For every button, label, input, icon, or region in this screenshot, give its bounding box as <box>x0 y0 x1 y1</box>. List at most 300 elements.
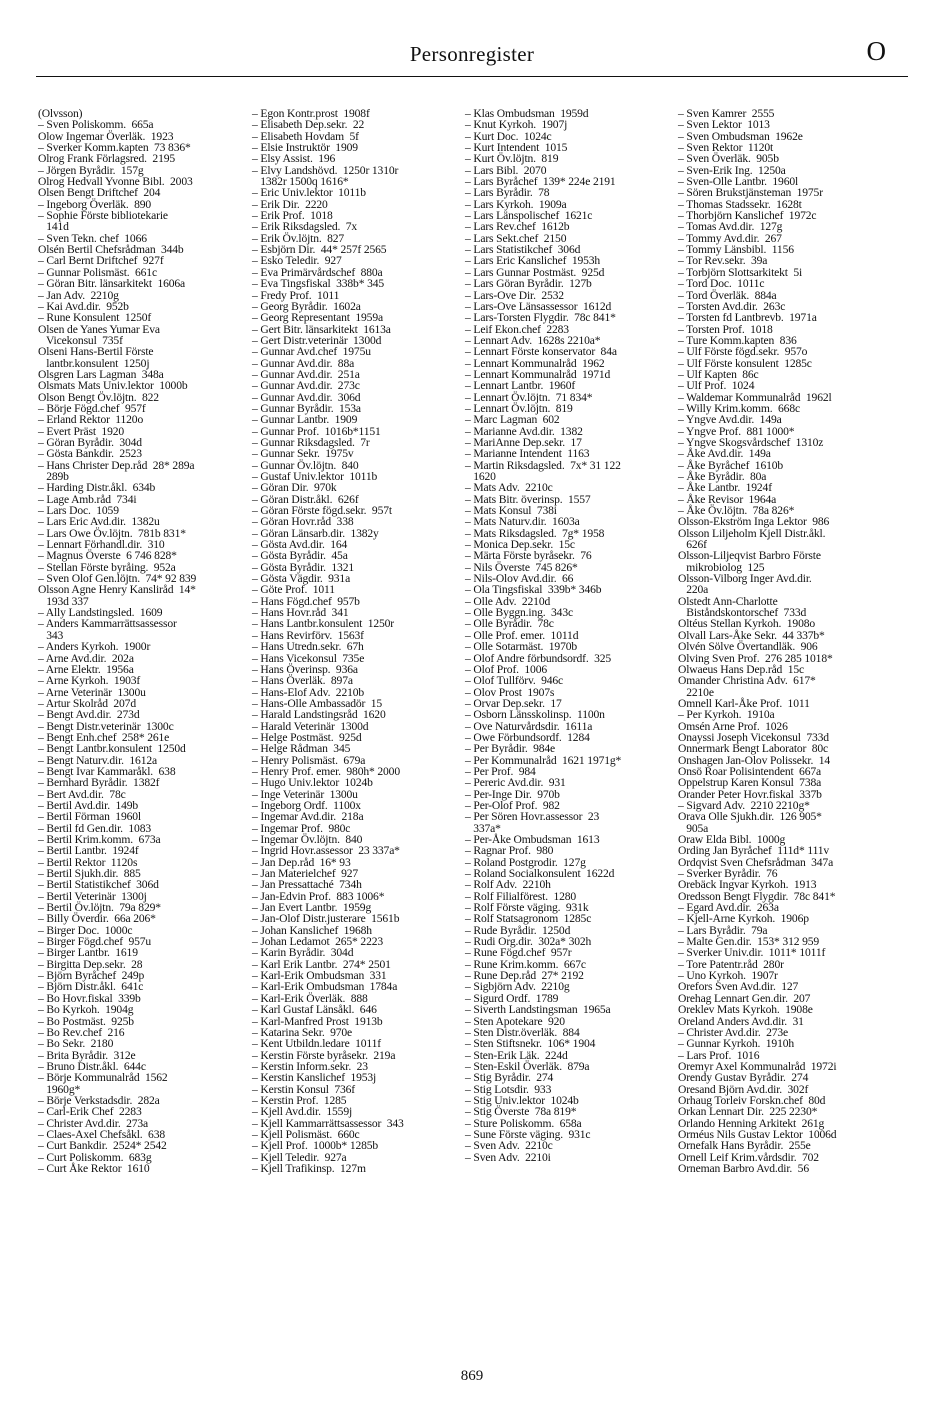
register-entry-line: – Orvar Dep.sekr. 17 <box>465 696 562 710</box>
register-entry-line: – Åke Revisor 1964a <box>678 492 777 506</box>
register-entry-line: – Lennart Öv.löjtn. 819 <box>465 401 573 415</box>
register-entry-line: – Egard Avd.dir. 263a <box>678 901 779 915</box>
register-entry-line: – Olof Prof. 1006 <box>465 662 547 676</box>
register-entry-line: – Ulf Förste konsulent 1285c <box>678 356 812 370</box>
register-entry-line: – Ingeborg Överläk. 890 <box>38 197 152 211</box>
register-entry-line: Olvall Lars-Åke Sekr. 44 337b* <box>678 628 825 642</box>
register-entry-line: – Gösta Bankdir. 2523 <box>38 447 142 461</box>
register-entry-line: – Mats Konsul 738i <box>465 504 557 518</box>
register-entry-line: – Mats Naturv.dir. 1603a <box>465 515 580 529</box>
register-entry-line: Orander Peter Hovr.fiskal 337b <box>678 787 822 801</box>
register-entry-line: – Kurt Doc. 1024c <box>465 129 552 143</box>
register-entry-line: – Karl Erik Lantbr. 274* 2501 <box>252 957 391 971</box>
register-entry-line: – Gösta Byrådir. 45a <box>252 549 348 563</box>
register-entry-line: – Ally Landstingsled. 1609 <box>38 606 163 620</box>
register-entry-line: – Märta Förste byråsekr. 76 <box>465 549 592 563</box>
register-entry-line: – Kerstin Inform.sekr. 23 <box>252 1059 368 1073</box>
register-entry-line: – Lennart Lantbr. 1960f <box>465 379 576 393</box>
register-entry-line: – Ulf Förste fögd.sekr. 957o <box>678 345 808 359</box>
register-entry-line: Orefors Sven Avd.dir. 127 <box>678 980 799 994</box>
register-entry-line: – Roland Postgrodir. 127g <box>465 855 586 869</box>
register-entry-line: – Gösta Byrådir. 1321 <box>252 560 355 574</box>
register-entry-line: – Lars-Ove Länsassessor 1612d <box>465 299 612 313</box>
register-entry-line: 141d <box>38 220 69 234</box>
register-entry-line: – Bo Hovr.fiskal 339b <box>38 991 141 1005</box>
register-entry-line: Olvén Sölve Övertandläk. 906 <box>678 640 818 654</box>
register-entry-line: – Gunnar Avd.chef 1975u <box>252 345 371 359</box>
register-entry-line: Oreland Anders Avd.dir. 31 <box>678 1014 804 1028</box>
register-entry-line: – Ulf Prof. 1024 <box>678 379 755 393</box>
register-entry-line: Orendy Gustav Byrådir. 274 <box>678 1071 809 1085</box>
register-entry-line: – Arne Elektr. 1956a <box>38 662 134 676</box>
register-entry-line: – Sven Poliskomm. 665a <box>38 118 154 132</box>
register-entry-line: – Bertil Rektor 1120s <box>38 855 138 869</box>
register-entry-line: – Erland Rektor 1120o <box>38 413 144 427</box>
register-entry-line: – Lars Kyrkoh. 1909a <box>465 197 567 211</box>
register-entry-line: – Stig Byrådir. 274 <box>465 1071 554 1085</box>
register-entry-line: – Curt Åke Rektor 1610 <box>38 1161 150 1175</box>
register-entry-line: – Gunnar Lantbr. 1909 <box>252 413 358 427</box>
register-entry-line: – Tor Rev.sekr. 39a <box>678 254 768 268</box>
register-entry-line: – Bertil Förman 1960l <box>38 810 141 824</box>
register-entry-line: – Osborn Länsskolinsp. 1100n <box>465 708 605 722</box>
register-entry-line: – Sven Adv. 2210c <box>465 1139 553 1153</box>
register-entry-line: – Martin Riksdagsled. 7x* 31 122 <box>465 458 621 472</box>
register-entry-line: – Göran Förste fögd.sekr. 957t <box>252 504 392 518</box>
register-entry-line: – Roland Socialkonsulent 1622d <box>465 867 615 881</box>
register-entry-line: – Ove Naturvårdsdir. 1611a <box>465 719 593 733</box>
register-entry-line: Omander Christina Adv. 617* <box>678 674 816 688</box>
register-entry-line: – Lars Byrådir. 78 <box>465 186 550 200</box>
register-entry-line: – Mats Bitr. överinsp. 1557 <box>465 492 591 506</box>
section-letter: O <box>866 36 886 66</box>
register-entry-line: – Helge Rådman 345 <box>252 742 351 756</box>
register-entry-line: – Anders Kyrkoh. 1900r <box>38 640 151 654</box>
register-entry-line: – Ulf Kapten 86c <box>678 367 759 381</box>
register-entry-line: – Göran Hovr.råd 338 <box>252 515 354 529</box>
register-entry-line: – Sture Poliskomm. 658a <box>465 1116 582 1130</box>
register-entry-line: – Bertil Krim.komm. 673a <box>38 833 161 846</box>
register-entry-line: – Hans Fögd.chef 957b <box>252 594 360 608</box>
register-entry-line: – Sven Tekn. chef 1066 <box>38 231 147 245</box>
register-entry-line: lantbr.konsulent 1250j <box>38 356 150 370</box>
register-entry-line: – Rune Dep.råd 27* 2192 <box>465 969 584 983</box>
register-entry-line: – Egon Kontr.prost 1908f <box>252 107 370 120</box>
register-entry-line: – Lennart Förste konservator 84a <box>465 345 617 359</box>
register-entry-line: – Bo Sekr. 2180 <box>38 1037 114 1051</box>
register-entry-line: – Jan Dep.råd 16* 93 <box>252 855 351 869</box>
register-entry-line: – Sverker Byrådir. 76 <box>678 867 778 881</box>
register-entry-line: Ornell Leif Krim.vårdsdir. 702 <box>678 1150 819 1164</box>
register-entry-line: – Billy Överdir. 66a 206* <box>38 912 156 926</box>
register-entry-line: – Sven Kamrer 2555 <box>678 107 775 120</box>
register-entry-line: – Stig Lotsdir. 933 <box>465 1082 552 1096</box>
register-entry-line: 289b <box>38 470 69 483</box>
register-entry-line: – Lennart Förhandl.dir. 310 <box>38 538 165 552</box>
register-entry-line: 343 <box>38 628 64 642</box>
register-entry-line: – Bertil Sjukh.dir. 885 <box>38 867 141 881</box>
register-entry-line: – Ola Tingsfiskal 339b* 346b <box>465 583 602 597</box>
register-entry-line: – Elsy Assist. 196 <box>252 152 336 166</box>
register-entry-line: – Bengt Enh.chef 258* 261e <box>38 730 170 744</box>
register-entry-line: – Kurt Öv.löjtn. 819 <box>465 152 559 166</box>
register-entry-line: – Yngve Avd.dir. 149a <box>678 413 782 427</box>
register-entry-line: – Bertil Veterinär 1300j <box>38 889 147 903</box>
register-entry-line: – Harald Landstingsråd 1620 <box>252 708 386 722</box>
register-entry-line: – Ingemar Prof. 980c <box>252 821 351 835</box>
register-entry-line: – Hans Utredn.sekr. 67h <box>252 640 364 654</box>
register-entry-line: – Per Prof. 984 <box>465 764 536 778</box>
register-entry-line: – Hans Överläk. 897a <box>252 674 353 688</box>
register-entry-line: – Eric Univ.lektor 1011b <box>252 186 366 200</box>
register-entry-line: – Jan Pressattaché 734h <box>252 878 362 892</box>
register-entry-line: – Arne Kyrkoh. 1903f <box>38 674 141 688</box>
register-entry-line: – Tomas Avd.dir. 127g <box>678 220 783 234</box>
register-entry-line: – Bo Postmäst. 925b <box>38 1014 134 1028</box>
register-entry-line: – Tord Överläk. 884a <box>678 288 777 302</box>
register-entry-line: – Gösta Avd.dir. 164 <box>252 538 348 552</box>
register-entry-line: – Lars Byråchef 139* 224e 2191 <box>465 175 616 189</box>
register-entry-line: – Owe Förbundsordf. 1284 <box>465 730 590 744</box>
register-entry-line: – Bruno Distr.åkl. 644c <box>38 1059 146 1073</box>
register-entry-line: – Per-Inge Dir. 970b <box>465 787 560 801</box>
register-entry-line: – Carl Bernt Driftchef 927f <box>38 254 164 268</box>
register-entry-line: – Birger Doc. 1000c <box>38 923 133 937</box>
register-entry-line: – Jan-Edvin Prof. 883 1006* <box>252 889 385 903</box>
register-entry-line: – Gösta Vägdir. 931a <box>252 572 351 586</box>
register-entry-line: – Elvy Landshövd. 1250r 1310r <box>252 163 399 177</box>
register-entry-line: – Gunnar Öv.löjtn. 840 <box>252 458 359 472</box>
register-entry-line: Vicekonsul 735f <box>38 333 123 347</box>
register-entry-line: – Sigurd Ordf. 1789 <box>465 991 559 1005</box>
register-entry-line: – Björn Distr.åkl. 641c <box>38 980 144 994</box>
register-entry-line: – Olle Byrådir. 78c <box>465 617 554 631</box>
register-entry-line: – Henry Prof. emer. 980h* 2000 <box>252 764 400 778</box>
page-number: 869 <box>460 1368 484 1384</box>
register-entry-line: – Kjell Avd.dir. 1559j <box>252 1105 353 1119</box>
register-entry-line: – Bertil Öv.löjtn. 79a 829* <box>38 901 161 915</box>
register-entry-line: Olsmats Mats Univ.lektor 1000b <box>38 379 188 393</box>
register-column-2 <box>252 108 404 1174</box>
register-entry-line: – Uno Kyrkoh. 1907r <box>678 969 778 983</box>
register-entry-line: 1620 <box>465 470 496 483</box>
register-entry-line: – Sten Distr.överläk. 884 <box>465 1025 580 1039</box>
register-entry-line: Oppelstrup Karen Konsul 738a <box>678 776 822 790</box>
register-entry-line: – Rolf Adv. 2210h <box>465 878 551 892</box>
register-entry-line: – Ingemar Avd.dir. 218a <box>252 810 364 824</box>
register-entry-line: – Per-Olof Prof. 982 <box>465 798 560 812</box>
register-entry-line: mikrobiolog 125 <box>678 560 765 574</box>
register-entry-line: – Torsten Avd.dir. 263c <box>678 299 786 313</box>
register-entry-line: – Birger Fögd.chef 957u <box>38 935 152 949</box>
register-entry-line: – Kai Avd.dir. 952b <box>38 299 129 313</box>
register-entry-line: – Harald Veterinär 1300d <box>252 719 369 733</box>
register-entry-line: Orméus Nils Gustav Lektor 1006d <box>678 1127 837 1141</box>
register-entry-line: – Gunnar Avd.dir. 273c <box>252 379 360 393</box>
register-entry-line: – Carl-Erik Chef 2283 <box>38 1105 142 1119</box>
register-entry-line: – Lage Amb.råd 734i <box>38 492 137 506</box>
register-entry-line: Orhaug Torleiv Forskn.chef 80d <box>678 1093 826 1107</box>
register-entry-line: Onnermark Bengt Laborator 80c <box>678 742 829 756</box>
register-entry-line: – Göran Dir. 970k <box>252 481 337 495</box>
register-entry-line: – Lennart Adv. 1628s 2210a* <box>465 333 601 347</box>
register-entry-line: – Knut Kyrkoh. 1907j <box>465 118 568 132</box>
register-entry-line: Onshagen Jan-Olov Polissekr. 14 <box>678 753 831 767</box>
register-entry-line: – Gunnar Avd.dir. 251a <box>252 367 360 381</box>
register-entry-line: – Leif Ekon.chef 2283 <box>465 322 569 336</box>
register-entry-line: – Jan Adv. 2210g <box>38 288 119 302</box>
register-entry-line: – Sören Brukstjänsteman 1975r <box>678 186 823 200</box>
register-entry-line: – Sven Överläk. 905b <box>678 152 779 166</box>
register-entry-line: – Ture Komm.kapten 836 <box>678 333 797 347</box>
register-entry-line: – Esbjörn Dir. 44* 257f 2565 <box>252 243 387 257</box>
register-entry-line: – Bernhard Byrådir. 1382f <box>38 776 160 790</box>
register-entry-line: – Lars Länspolischef 1621c <box>465 209 593 223</box>
register-entry-line: – Sverker Univ.dir. 1011* 1011f <box>678 946 826 960</box>
register-entry-line: – Gert Distr.veterinär 1300d <box>252 333 382 347</box>
register-entry-line: – Per Kyrkoh. 1910a <box>678 708 775 722</box>
register-entry-line: – Gustaf Univ.lektor 1011b <box>252 470 378 483</box>
register-entry-line: Oreklev Mats Kyrkoh. 1908e <box>678 1003 813 1017</box>
register-entry-line: – Yngve Prof. 881 1000* <box>678 424 795 438</box>
register-entry-line: – Kjell Teledir. 927a <box>252 1150 347 1164</box>
register-entry-line: – Gunnar Polismäst. 661c <box>38 265 157 279</box>
register-entry-line: Oremyr Axel Kommunalråd 1972i <box>678 1059 837 1073</box>
register-entry-line: – Lars Prof. 1016 <box>678 1048 760 1062</box>
register-entry-line: Olsgren Lars Lagman 348a <box>38 367 164 381</box>
register-entry-line: – Rune Fögd.chef 957r <box>465 946 572 960</box>
register-entry-line: – Torbjörn Slottsarkitekt 5i <box>678 265 803 279</box>
register-entry-line: – Göran Distr.åkl. 626f <box>252 492 359 506</box>
register-entry-line: – Börje Fögd.chef 957f <box>38 401 146 415</box>
register-entry-line: Omnell Karl-Åke Prof. 1011 <box>678 696 810 710</box>
register-entry-line: – Bo Kyrkoh. 1904g <box>38 1003 134 1017</box>
register-entry-line: – Jörgen Byrådir. 157g <box>38 163 144 177</box>
register-entry-line: – Hans Överinsp. 936a <box>252 662 358 676</box>
register-entry-line: – Kjell Prof. 1000b* 1285b <box>252 1139 379 1153</box>
register-entry-line: – Klas Ombudsman 1959d <box>465 107 589 120</box>
register-entry-line: – Nils-Olov Avd.dir. 66 <box>465 572 574 586</box>
register-entry-line: – Torsten fd Lantbrevb. 1971a <box>678 311 817 325</box>
register-entry-line: – Åke Byråchef 1610b <box>678 458 784 472</box>
register-entry-line: – Sven Ombudsman 1962e <box>678 129 803 143</box>
register-entry-line: – Eva Tingsfiskal 338b* 345 <box>252 277 385 291</box>
register-entry-line: – Erik Prof. 1018 <box>252 209 333 223</box>
register-entry-line: – Bengt Avd.dir. 273d <box>38 708 140 722</box>
register-entry-line: – Sten-Eskil Överläk. 879a <box>465 1059 590 1073</box>
register-entry-line: – Georg Representant 1959a <box>252 311 383 325</box>
register-entry-line: – Rolf Filialförest. 1280 <box>465 889 577 903</box>
register-entry-line: – Åke Lantbr. 1924f <box>678 481 772 495</box>
register-entry-line: 220a <box>678 583 709 597</box>
register-entry-line: – Elisabeth Hovdam 5f <box>252 129 359 143</box>
register-entry-line: – Ingeborg Ordf. 1100x <box>252 798 361 812</box>
register-entry-line: – Lars Eric Kanslichef 1953h <box>465 254 601 268</box>
register-entry-line: – Malte Gen.dir. 153* 312 959 <box>678 935 820 949</box>
register-entry-line: Ordqvist Sven Chefsrådman 347a <box>678 855 834 869</box>
register-entry-line: Biståndskontorschef 733d <box>678 606 807 620</box>
register-entry-line: – Karl-Erik Överläk. 888 <box>252 991 368 1005</box>
register-entry-line: – Elsie Instruktör 1909 <box>252 141 358 155</box>
register-entry-line: – Olof Andre förbundsordf. 325 <box>465 651 612 665</box>
register-entry-line: – Inge Veterinär 1300u <box>252 787 358 801</box>
register-entry-line: – Curt Poliskomm. 683g <box>38 1150 152 1164</box>
register-entry-line: – Börje Verkstadsdir. 282a <box>38 1093 160 1107</box>
register-entry-line: – Åke Öv.löjtn. 78a 826* <box>678 504 795 518</box>
register-entry-line: – Jan Evert Lantbr. 1959g <box>252 901 372 915</box>
register-entry-line: – Mats Riksdagsled. 7g* 1958 <box>465 526 605 540</box>
register-entry-line: – Gunnar Prof. 1016b*1151 <box>252 424 381 438</box>
register-entry-line: – Hugo Univ.lektor 1024b <box>252 776 373 790</box>
register-entry-line: – Henry Polismäst. 679a <box>252 753 366 767</box>
register-entry-line: – Thorbjörn Kanslichef 1972c <box>678 209 817 223</box>
register-entry-line: – Anders Kammarrättsassessor <box>38 617 177 631</box>
register-entry-line: – Waldemar Kommunalråd 1962l <box>678 390 832 404</box>
register-entry-line: (Olvsson) <box>38 107 83 120</box>
register-entry-line: – Sophie Förste bibliotekarie <box>38 209 168 223</box>
register-entry-line: – Gunnar Avd.dir. 88a <box>252 356 355 370</box>
register-entry-line: – Göran Bitr. länsarkitekt 1606a <box>38 277 186 291</box>
register-entry-line: – Helge Postmäst. 925d <box>252 730 362 744</box>
register-entry-line: Orlando Henning Arkitekt 261g <box>678 1116 825 1130</box>
register-entry-line: – Lars Statistikchef 306d <box>465 243 581 257</box>
register-entry-line: – Rune Konsulent 1250f <box>38 311 152 325</box>
register-entry-line: – Sune Förste väging. 931c <box>465 1127 591 1141</box>
register-entry-line: – Björn Byråchef 249p <box>38 969 145 983</box>
register-entry-line: – Per-Åke Ombudsman 1613 <box>465 833 600 846</box>
register-entry-line: Orkan Lennart Dir. 225 2230* <box>678 1105 818 1119</box>
register-entry-line: Orehag Lennart Gen.dir. 207 <box>678 991 811 1005</box>
register-entry-line: – Gunnar Riksdagsled. 7r <box>252 435 370 449</box>
register-entry-line: – Lars-Torsten Flygdir. 78c 841* <box>465 311 616 325</box>
register-entry-line: – Bengt Lantbr.konsulent 1250d <box>38 742 186 756</box>
register-entry-line: – Sten Apotekare 920 <box>465 1014 565 1028</box>
register-entry-line: – Hans Christer Dep.råd 28* 289a <box>38 458 195 472</box>
register-entry-line: – Gunnar Sekr. 1975v <box>252 447 354 461</box>
register-entry-line: Olsén Bertil Chefsrådman 344b <box>38 243 184 257</box>
register-entry-line: – Erik Riksdagsled. 7x <box>252 220 358 234</box>
register-entry-line: – Tore Patentr.råd 280r <box>678 957 784 971</box>
register-entry-line: – Hans Hovr.råd 341 <box>252 606 349 620</box>
register-entry-line: – Per Sören Hovr.assessor 23 <box>465 810 600 824</box>
register-column-3 <box>465 108 621 1163</box>
register-entry-line: 193d 337 <box>38 594 89 608</box>
register-entry-line: – Lars Gunnar Postmäst. 925d <box>465 265 605 279</box>
register-entry-line: Orebäck Ingvar Kyrkoh. 1913 <box>678 878 817 892</box>
register-entry-line: 1960g* <box>38 1082 81 1096</box>
register-entry-line: – Kent Utbildn.ledare 1011f <box>252 1037 381 1051</box>
register-entry-line: – Rude Byrådir. 1250d <box>465 923 571 937</box>
register-entry-line: Omsén Arne Prof. 1026 <box>678 719 788 733</box>
register-entry-line: Onsö Roar Polisintendent 667a <box>678 764 821 778</box>
register-entry-line: – Kjell Polismäst. 660c <box>252 1127 360 1141</box>
register-entry-line: Orneman Barbro Avd.dir. 56 <box>678 1161 809 1175</box>
register-entry-line: 905a <box>678 821 709 835</box>
register-entry-line: – Bo Rev.chef 216 <box>38 1025 125 1039</box>
register-entry-line: – Rolf Förste väging. 931k <box>465 901 589 915</box>
register-entry-line: – Birgitta Dep.sekr. 28 <box>38 957 143 971</box>
register-entry-line: – Claes-Axel Chefsåkl. 638 <box>38 1127 165 1141</box>
register-entry-line: Oraw Elda Bibl. 1000g <box>678 833 786 846</box>
register-entry-line: – Gunnar Byrådir. 153a <box>252 401 361 415</box>
register-entry-line: – Sven Olof Gen.löjtn. 74* 92 839 <box>38 572 197 586</box>
register-entry-line: Olsson-Vilborg Inger Avd.dir. <box>678 572 812 586</box>
register-entry-line: Olrog Hedvall Yvonne Bibl. 2003 <box>38 175 193 189</box>
register-entry-line: – Lars Bibl. 2070 <box>465 163 547 177</box>
register-entry-line: – Lars-Ove Dir. 2532 <box>465 288 564 302</box>
register-entry-line: – Georg Byrådir. 1602a <box>252 299 361 313</box>
register-entry-line: – Sven-Erik Ing. 1250a <box>678 163 786 177</box>
register-entry-line: – Lars Owe Öv.löjtn. 781b 831* <box>38 526 186 540</box>
register-entry-line: – Karin Byrådir. 304d <box>252 946 354 960</box>
register-column-4 <box>678 108 836 1174</box>
register-entry-line: – Sven Rektor 1120t <box>678 141 774 155</box>
register-entry-line: – Katarina Sekr. 970e <box>252 1025 353 1039</box>
register-entry-line: – Artur Skolråd 207d <box>38 696 136 710</box>
register-entry-line: – Kerstin Förste byråsekr. 219a <box>252 1048 396 1062</box>
register-entry-line: – Ingemar Öv.löjtn. 840 <box>252 833 363 846</box>
register-entry-line: Olsson Agne Henry Kanslіråd 14* <box>38 583 196 597</box>
register-entry-line: – Marc Lagman 602 <box>465 413 560 427</box>
register-entry-line: – Magnus Överste 6 746 828* <box>38 549 177 563</box>
register-entry-line: – Stellan Förste byråing. 952a <box>38 560 176 574</box>
register-entry-line: – Sten Stiftsnekr. 106* 1904 <box>465 1037 596 1051</box>
register-entry-line: Olstedt Ann-Charlotte <box>678 594 778 608</box>
register-entry-line: – Börje Kommunalråd 1562 <box>38 1071 168 1085</box>
register-entry-line: – Christer Avd.dir. 273e <box>678 1025 789 1039</box>
register-entry-line: – Bertil Statistikchef 306d <box>38 878 159 892</box>
register-entry-line: – Sven-Olle Lantbr. 1960l <box>678 175 799 189</box>
register-entry-line: – Göran Byrådir. 304d <box>38 435 142 449</box>
register-entry-line: – Göran Länsarb.dir. 1382y <box>252 526 379 540</box>
register-entry-line: – Johan Ledamot 265* 2223 <box>252 935 384 949</box>
register-entry-line: Olrog Frank Förlagsred. 2195 <box>38 152 176 166</box>
register-entry-line: – Pereric Avd.dir. 931 <box>465 776 566 790</box>
register-entry-line: – Kerstin Konsul 736f <box>252 1082 355 1096</box>
register-entry-line: – Lennart Öv.löjtn. 71 834* <box>465 390 593 404</box>
register-entry-line: – Lennart Kommunalråd 1971d <box>465 367 611 381</box>
register-entry-line: – Sigbjörn Adv. 2210g <box>465 980 570 994</box>
register-entry-line: – Hans-Olle Ambassadör 15 <box>252 696 383 710</box>
register-entry-line: – Bertil Avd.dir. 149b <box>38 798 139 812</box>
register-entry-line: – Stig Överste 78a 819* <box>465 1105 577 1119</box>
register-entry-line: – Torsten Prof. 1018 <box>678 322 773 336</box>
register-entry-line: – Hans Revirförv. 1563f <box>252 628 364 642</box>
register-entry-line: – Bert Avd.dir. 78c <box>38 787 126 801</box>
register-entry-line: 337a* <box>465 821 501 835</box>
register-entry-line: – Lars Rev.chef 1612b <box>465 220 570 234</box>
register-entry-line: – Bengt Naturv.dir. 1612a <box>38 753 157 767</box>
register-entry-line: – Karl Gustaf Länsåkl. 646 <box>252 1003 377 1017</box>
register-entry-line: Olsson-Liljeqvist Barbro Förste <box>678 549 821 563</box>
register-entry-line: – Christer Avd.dir. 273a <box>38 1116 149 1130</box>
register-entry-line: – Lars Sekt.chef 2150 <box>465 231 567 245</box>
register-entry-line: – Karl-Erik Ombudsman 331 <box>252 969 387 983</box>
register-entry-line: – Lars Doc. 1059 <box>38 504 119 518</box>
register-entry-line: – Evert Präst 1920 <box>38 424 125 438</box>
register-entry-line: – Stig Univ.lektor 1024b <box>465 1093 579 1107</box>
register-entry-line: – Bertil Lantbr. 1924f <box>38 844 139 858</box>
register-entry-line: – Sven Adv. 2210i <box>465 1150 551 1164</box>
register-entry-line: – Jan-Olof Distr.justerare 1561b <box>252 912 400 926</box>
register-entry-line: – Fredy Prof. 1011 <box>252 288 340 302</box>
register-entry-line: Olson Bengt Öv.löjtn. 822 <box>38 390 159 404</box>
register-entry-line: 1382r 1500q 1616* <box>252 175 349 189</box>
register-entry-line: Olwaeus Hans Dep.råd 15c <box>678 662 804 676</box>
register-entry-line: – Elisabeth Dep.sekr. 22 <box>252 118 365 132</box>
page-title: Personregister <box>409 42 535 66</box>
register-entry-line: – Arne Veterinär 1300u <box>38 685 146 699</box>
